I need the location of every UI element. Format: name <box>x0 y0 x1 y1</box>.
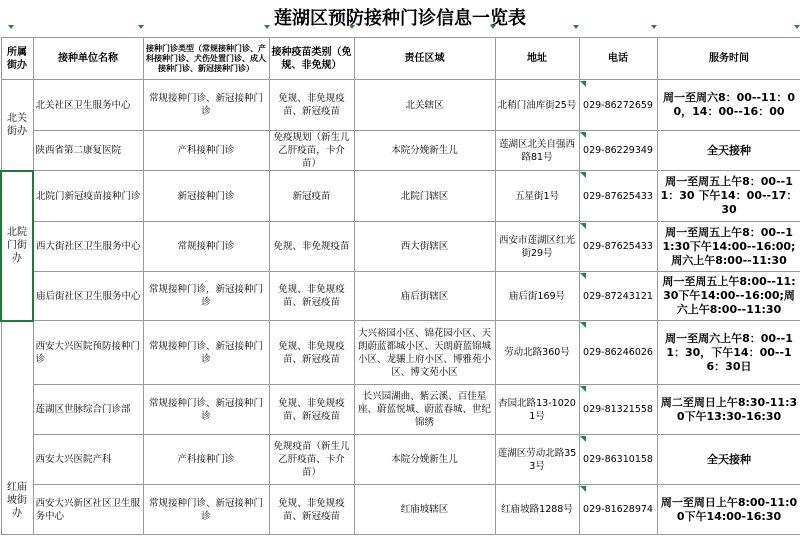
filter-arrow-icon[interactable] <box>794 25 800 29</box>
cell-address[interactable]: 劳动北路360号 <box>495 321 579 385</box>
cell-phone[interactable]: 029-81628974 <box>579 485 657 535</box>
cell-vaccine[interactable]: 免规疫苗（新生儿乙肝疫苗、卡介苗） <box>269 435 354 485</box>
table-row <box>1 321 800 385</box>
cell-warning-icon <box>580 486 586 492</box>
cell-district[interactable]: 红庙坡街办 <box>1 321 33 535</box>
cell-phone[interactable]: 029-87625433 <box>579 222 657 272</box>
cell-clinic-type[interactable]: 常规接种门诊 <box>143 222 269 272</box>
cell-unit[interactable]: 庙后街社区卫生服务中心 <box>33 272 143 321</box>
cell-clinic-type[interactable]: 常规接种门诊，新冠接种门诊 <box>143 272 269 321</box>
header-phone[interactable]: 电话 <box>579 38 657 80</box>
cell-unit[interactable]: 西安大兴新区社区卫生服务中心 <box>33 485 143 535</box>
cell-address[interactable]: 五星街1号 <box>495 171 579 222</box>
cell-clinic-type[interactable]: 常规接种门诊、新冠接种门诊 <box>143 385 269 435</box>
cell-district[interactable]: 北关街办 <box>1 80 33 171</box>
table-row <box>1 485 800 535</box>
cell-area[interactable]: 北院门辖区 <box>354 171 495 222</box>
header-vaccine[interactable]: 接种疫苗类别（免规、非免规） <box>269 38 354 80</box>
cell-area[interactable]: 大兴裕园小区、锦花园小区、天朗蔚蓝都城小区、天朗蔚蓝锦城小区、龙骧上府小区、博雅苑小区、博文苑小区 <box>354 321 495 385</box>
header-area[interactable]: 责任区域 <box>354 38 495 80</box>
table-row <box>1 131 800 171</box>
header-unit[interactable]: 接种单位名称 <box>33 38 143 80</box>
header-address[interactable]: 地址 <box>495 38 579 80</box>
cell-phone[interactable]: 029-86246026 <box>579 321 657 385</box>
cell-hours[interactable]: 周一至周六8：00--11：00，14：00--16：00 <box>657 80 800 131</box>
vaccination-clinic-table <box>0 37 800 535</box>
cell-phone[interactable]: 029-81321558 <box>579 385 657 435</box>
cell-area[interactable]: 庙后街辖区 <box>354 272 495 321</box>
cell-hours[interactable]: 周一至周五上午8：00--11:30下午14:00--16:00;周六上午8:00--11:30 <box>657 222 800 272</box>
cell-unit[interactable]: 陕西省第二康复医院 <box>33 131 143 171</box>
cell-unit[interactable]: 莲湖区世脉综合门诊部 <box>33 385 143 435</box>
cell-address[interactable]: 莲湖区北关自强西路81号 <box>495 131 579 171</box>
cell-warning-icon <box>580 81 586 87</box>
cell-vaccine[interactable]: 免规、非免规疫苗、新冠疫苗 <box>269 485 354 535</box>
cell-hours[interactable]: 全天接种 <box>657 131 800 171</box>
filter-arrow-icon[interactable] <box>8 25 14 29</box>
cell-address[interactable]: 北稍门油库街25号 <box>495 80 579 131</box>
cell-district[interactable]: 北院门街办 <box>1 171 33 321</box>
table-row <box>1 80 800 131</box>
cell-address[interactable]: 莲湖区劳动北路353号 <box>495 435 579 485</box>
cell-warning-icon <box>580 132 586 138</box>
cell-area[interactable]: 北关辖区 <box>354 80 495 131</box>
cell-hours[interactable]: 周一至周六上午8：00--11：30，下午14：00--16：30日 <box>657 321 800 385</box>
cell-hours[interactable]: 周一至周日上午8:00-11:00下午14:00-16:30 <box>657 485 800 535</box>
cell-address[interactable]: 红庙坡路1288号 <box>495 485 579 535</box>
cell-vaccine[interactable]: 免规、非免规疫苗、新冠疫苗 <box>269 272 354 321</box>
header-clinic-type[interactable]: 接种门诊类型（常规接种门诊、产科接种门诊、犬伤处置门诊、成人接种门诊、新冠接种门诊） <box>143 38 269 80</box>
cell-clinic-type[interactable]: 新冠接种门诊 <box>143 171 269 222</box>
cell-vaccine[interactable]: 新冠疫苗 <box>269 171 354 222</box>
cell-vaccine[interactable]: 免疫规划（新生儿乙肝疫苗，卡介苗） <box>269 131 354 171</box>
cell-warning-icon <box>580 273 586 279</box>
cell-clinic-type[interactable]: 产科接种门诊 <box>143 131 269 171</box>
cell-warning-icon <box>580 322 586 328</box>
page-title: 莲湖区预防接种门诊信息一览表 <box>274 8 526 29</box>
table-row <box>1 272 800 321</box>
cell-area[interactable]: 长兴园湖曲、紫云溪、百佳星座、蔚蓝悦城、蔚蓝春城、世纪锦绣 <box>354 385 495 435</box>
cell-clinic-type[interactable]: 常规接种门诊、新冠接种门诊 <box>143 80 269 131</box>
cell-area[interactable]: 本院分娩新生儿 <box>354 435 495 485</box>
filter-arrow-icon[interactable] <box>490 25 496 29</box>
filter-arrow-icon[interactable] <box>138 25 144 29</box>
cell-area[interactable]: 西大街辖区 <box>354 222 495 272</box>
cell-phone[interactable]: 029-87625433 <box>579 171 657 222</box>
cell-unit[interactable]: 西大街社区卫生服务中心 <box>33 222 143 272</box>
table-row <box>1 435 800 485</box>
cell-address[interactable]: 杏园北路13-10201号 <box>495 385 579 435</box>
cell-clinic-type[interactable]: 常规接种门诊、新冠接种门诊 <box>143 485 269 535</box>
table-row <box>1 385 800 435</box>
cell-clinic-type[interactable]: 常规接种门诊、新冠接种门诊 <box>143 321 269 385</box>
header-row <box>1 38 800 80</box>
filter-arrow-icon[interactable] <box>651 25 657 29</box>
header-district[interactable]: 所属街办 <box>1 38 33 80</box>
filter-arrow-icon[interactable] <box>573 25 579 29</box>
cell-hours[interactable]: 周一至周五上午8:00--11:30下午14:00--16:00;周六上午8:00--11:30 <box>657 272 800 321</box>
cell-address[interactable]: 庙后街169号 <box>495 272 579 321</box>
header-hours[interactable]: 服务时间 <box>657 38 800 80</box>
cell-area[interactable]: 本院分娩新生儿 <box>354 131 495 171</box>
cell-vaccine[interactable]: 免规、非免规疫苗 <box>269 222 354 272</box>
cell-vaccine[interactable]: 免规、非免规疫苗、新冠疫苗 <box>269 321 354 385</box>
cell-hours[interactable]: 全天接种 <box>657 435 800 485</box>
cell-phone[interactable]: 029-86272659 <box>579 80 657 131</box>
cell-unit[interactable]: 西安大兴医院产科 <box>33 435 143 485</box>
cell-unit[interactable]: 北院门新冠疫苗接种门诊 <box>33 171 143 222</box>
cell-unit[interactable]: 西安大兴医院预防接种门诊 <box>33 321 143 385</box>
cell-hours[interactable]: 周一至周五上午8：00--11：30 下午14：00--17：30 <box>657 171 800 222</box>
table-row <box>1 171 800 222</box>
cell-area[interactable]: 红庙坡辖区 <box>354 485 495 535</box>
cell-hours[interactable]: 周二至周日上午8:30-11:30下午13:30-16:30 <box>657 385 800 435</box>
table-row <box>1 222 800 272</box>
cell-address[interactable]: 西安市莲湖区红光街29号 <box>495 222 579 272</box>
cell-phone[interactable]: 029-86229349 <box>579 131 657 171</box>
filter-arrow-icon[interactable] <box>264 25 270 29</box>
cell-phone[interactable]: 029-86310158 <box>579 435 657 485</box>
cell-vaccine[interactable]: 免规、非免规疫苗、新冠疫苗 <box>269 80 354 131</box>
cell-warning-icon <box>580 436 586 442</box>
cell-phone[interactable]: 029-87243121 <box>579 272 657 321</box>
cell-warning-icon <box>580 386 586 392</box>
cell-clinic-type[interactable]: 产科接种门诊 <box>143 435 269 485</box>
cell-warning-icon <box>580 223 586 229</box>
cell-vaccine[interactable]: 免规、非免规疫苗、新冠疫苗 <box>269 385 354 435</box>
filter-arrow-icon[interactable] <box>349 25 355 29</box>
cell-warning-icon <box>580 172 586 178</box>
cell-unit[interactable]: 北关社区卫生服务中心 <box>33 80 143 131</box>
